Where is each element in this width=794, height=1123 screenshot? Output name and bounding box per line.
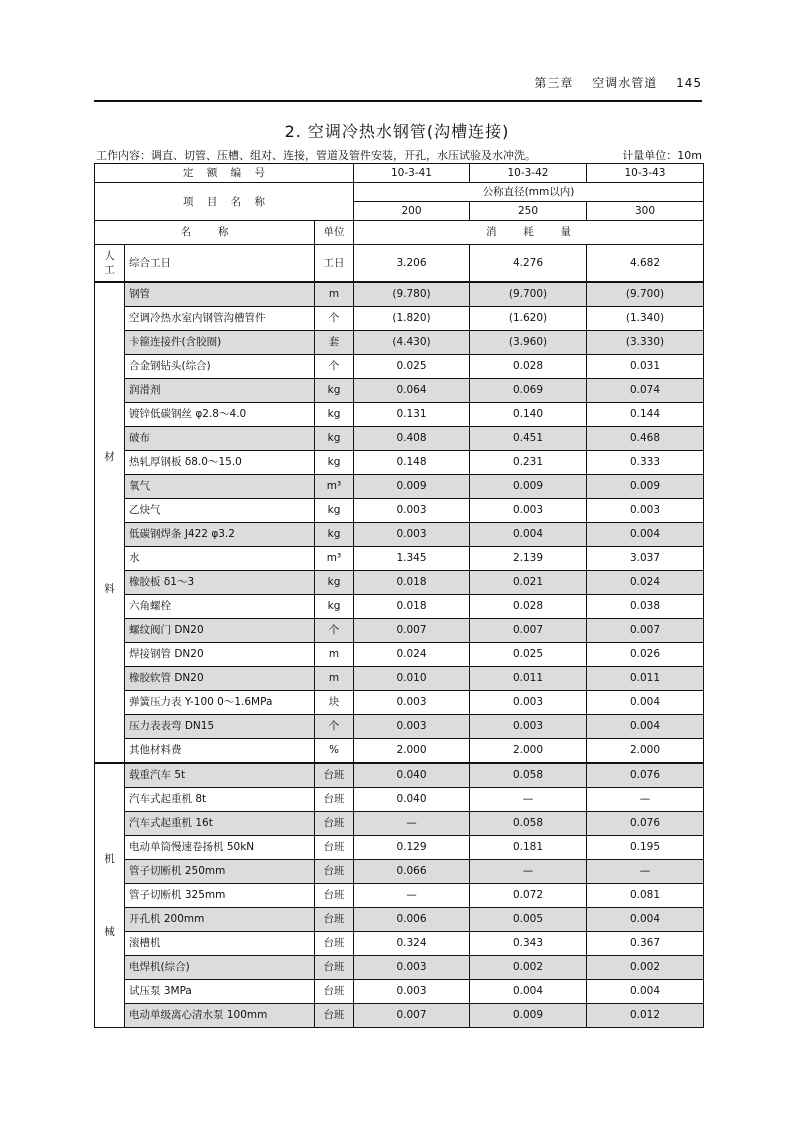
consumption-value: 0.005 — [470, 908, 587, 932]
consumption-value: 0.003 — [470, 691, 587, 715]
group-label-char: 械 — [104, 925, 115, 938]
resource-name: 氧气 — [125, 475, 315, 499]
resource-name: 橡胶板 δ1～3 — [125, 571, 315, 595]
name-column-header: 名 称 — [95, 221, 315, 245]
table-row — [95, 451, 704, 475]
resource-unit: 套 — [315, 331, 354, 355]
resource-unit: kg — [315, 499, 354, 523]
table-row — [95, 884, 704, 908]
consumption-value: 0.024 — [354, 643, 470, 667]
table-row — [95, 763, 704, 788]
resource-name: 水 — [125, 547, 315, 571]
consumption-value: 0.002 — [470, 956, 587, 980]
table-row — [95, 667, 704, 691]
quota-code-label: 定 额 编 号 — [95, 164, 354, 183]
work-content: 工作内容：调直、切管、压槽、组对、连接，管道及管件安装，开孔，水压试验及水冲洗。 — [96, 149, 536, 162]
resource-name: 其他材料费 — [125, 739, 315, 764]
resource-name: 管子切断机 250mm — [125, 860, 315, 884]
consumption-value: 0.003 — [470, 499, 587, 523]
resource-name: 橡胶软管 DN20 — [125, 667, 315, 691]
consumption-value: 0.076 — [587, 763, 704, 788]
consumption-value: 0.003 — [354, 691, 470, 715]
item-name-label: 项 目 名 称 — [95, 183, 354, 221]
consumption-value: 0.451 — [470, 427, 587, 451]
consumption-value: 0.040 — [354, 788, 470, 812]
consumption-value: 0.009 — [354, 475, 470, 499]
consumption-value: 0.012 — [587, 1004, 704, 1028]
table-row — [95, 715, 704, 739]
running-header — [520, 74, 702, 91]
consumption-value: 0.004 — [587, 715, 704, 739]
consumption-value: 0.002 — [587, 956, 704, 980]
resource-name: 润滑剂 — [125, 379, 315, 403]
resource-unit: kg — [315, 451, 354, 475]
consumption-value: 0.003 — [587, 499, 704, 523]
consumption-value: 0.003 — [354, 715, 470, 739]
table-row — [95, 355, 704, 379]
consumption-value: — — [470, 788, 587, 812]
consumption-value: 0.028 — [470, 355, 587, 379]
consumption-value: 0.003 — [354, 956, 470, 980]
resource-unit: 台班 — [315, 1004, 354, 1028]
resource-unit: 个 — [315, 715, 354, 739]
quota-table — [94, 163, 704, 1028]
consumption-value: 0.007 — [587, 619, 704, 643]
resource-unit: 台班 — [315, 956, 354, 980]
resource-unit: kg — [315, 427, 354, 451]
resource-unit: 块 — [315, 691, 354, 715]
table-row — [95, 499, 704, 523]
consumption-value: 0.010 — [354, 667, 470, 691]
consumption-value: 3.206 — [354, 245, 470, 283]
resource-name: 滚槽机 — [125, 932, 315, 956]
table-row — [95, 571, 704, 595]
consumption-value: (1.620) — [470, 307, 587, 331]
resource-name: 空调冷热水室内钢管沟槽管件 — [125, 307, 315, 331]
consumption-value: 0.003 — [354, 980, 470, 1004]
consumption-value: 0.007 — [354, 619, 470, 643]
consumption-value: (1.820) — [354, 307, 470, 331]
resource-unit: 台班 — [315, 836, 354, 860]
consumption-value: 0.468 — [587, 427, 704, 451]
table-row — [95, 980, 704, 1004]
resource-unit: kg — [315, 571, 354, 595]
resource-name: 综合工日 — [125, 245, 315, 283]
resource-name: 焊接钢管 DN20 — [125, 643, 315, 667]
consumption-value: 2.139 — [470, 547, 587, 571]
resource-unit: 台班 — [315, 884, 354, 908]
table-row — [95, 788, 704, 812]
consumption-value: 0.003 — [470, 715, 587, 739]
consumption-value: 0.024 — [587, 571, 704, 595]
consumption-value: 2.000 — [470, 739, 587, 764]
resource-unit: m³ — [315, 475, 354, 499]
resource-unit: m³ — [315, 547, 354, 571]
table-row — [95, 836, 704, 860]
resource-unit: m — [315, 643, 354, 667]
resource-name: 破布 — [125, 427, 315, 451]
resource-name: 电动单筒慢速卷扬机 50kN — [125, 836, 315, 860]
consumption-value: 0.129 — [354, 836, 470, 860]
resource-unit: m — [315, 667, 354, 691]
consumption-value: 0.009 — [587, 475, 704, 499]
consumption-value: 0.031 — [587, 355, 704, 379]
table-row — [95, 619, 704, 643]
table-row — [95, 307, 704, 331]
resource-name: 载重汽车 5t — [125, 763, 315, 788]
diameter-label-row — [95, 183, 704, 202]
consumption-value: 0.004 — [587, 691, 704, 715]
consumption-value: (1.340) — [587, 307, 704, 331]
consumption-value: 0.343 — [470, 932, 587, 956]
resource-unit: 台班 — [315, 812, 354, 836]
resource-name: 汽车式起重机 16t — [125, 812, 315, 836]
table-row — [95, 245, 704, 283]
consumption-value: (9.780) — [354, 282, 470, 307]
consumption-value: 0.181 — [470, 836, 587, 860]
consumption-value: 0.069 — [470, 379, 587, 403]
resource-name: 螺纹阀门 DN20 — [125, 619, 315, 643]
consumption-value: 0.004 — [470, 523, 587, 547]
table-row — [95, 908, 704, 932]
consumption-value: 0.081 — [587, 884, 704, 908]
table-row — [95, 1004, 704, 1028]
resource-unit: 工日 — [315, 245, 354, 283]
consumption-value: 0.040 — [354, 763, 470, 788]
resource-unit: 台班 — [315, 908, 354, 932]
resource-unit: 个 — [315, 355, 354, 379]
table-row — [95, 812, 704, 836]
resource-name: 电焊机(综合) — [125, 956, 315, 980]
group-label — [95, 245, 125, 283]
chapter-label: 第三章 — [534, 76, 574, 90]
consumption-value: 0.408 — [354, 427, 470, 451]
table-row — [95, 427, 704, 451]
consumption-value: 0.324 — [354, 932, 470, 956]
consumption-value: 2.000 — [354, 739, 470, 764]
resource-unit: % — [315, 739, 354, 764]
unit-column-header: 单位 — [315, 221, 354, 245]
consumption-value: 0.076 — [587, 812, 704, 836]
consumption-value: 0.004 — [587, 908, 704, 932]
consumption-value: 3.037 — [587, 547, 704, 571]
consumption-value: 0.066 — [354, 860, 470, 884]
table-row — [95, 691, 704, 715]
group-label-char: 人 — [104, 250, 115, 262]
table-row — [95, 860, 704, 884]
header-rule — [94, 100, 702, 102]
consumption-value: 0.009 — [470, 1004, 587, 1028]
group-label — [95, 763, 125, 1028]
consumption-value: 0.038 — [587, 595, 704, 619]
resource-name: 试压泵 3MPa — [125, 980, 315, 1004]
resource-name: 低碳钢焊条 J422 φ3.2 — [125, 523, 315, 547]
consumption-value: (4.430) — [354, 331, 470, 355]
consumption-value: 0.021 — [470, 571, 587, 595]
resource-unit: 台班 — [315, 980, 354, 1004]
consumption-value: (3.330) — [587, 331, 704, 355]
resource-unit: kg — [315, 379, 354, 403]
consumption-value: 0.058 — [470, 763, 587, 788]
resource-name: 开孔机 200mm — [125, 908, 315, 932]
consumption-value: (3.960) — [470, 331, 587, 355]
diameter-cell: 300 — [587, 202, 704, 221]
consumption-value: — — [470, 860, 587, 884]
resource-unit: 个 — [315, 619, 354, 643]
consumption-value: 0.131 — [354, 403, 470, 427]
consumption-value: 0.367 — [587, 932, 704, 956]
diameter-cell: 250 — [470, 202, 587, 221]
group-label-char: 工 — [104, 264, 115, 276]
table-row — [95, 282, 704, 307]
table-row — [95, 331, 704, 355]
resource-name: 热轧厚钢板 δ8.0～15.0 — [125, 451, 315, 475]
consumption-value: 2.000 — [587, 739, 704, 764]
consumption-value: 1.345 — [354, 547, 470, 571]
table-row — [95, 595, 704, 619]
consumption-value: (9.700) — [587, 282, 704, 307]
consumption-value: 0.144 — [587, 403, 704, 427]
consumption-value: 0.007 — [354, 1004, 470, 1028]
resource-unit: 台班 — [315, 788, 354, 812]
resource-unit: 台班 — [315, 860, 354, 884]
consumption-value: 0.006 — [354, 908, 470, 932]
resource-name: 六角螺栓 — [125, 595, 315, 619]
resource-name: 镀锌低碳钢丝 φ2.8～4.0 — [125, 403, 315, 427]
page-title: 2. 空调冷热水钢管(沟槽连接) — [284, 122, 510, 141]
consumption-value: 0.011 — [587, 667, 704, 691]
consumption-value: 0.025 — [354, 355, 470, 379]
resource-name: 卡箍连接件(含胶圈) — [125, 331, 315, 355]
measure-unit: 计量单位：10m — [622, 149, 702, 162]
consumption-value: 0.025 — [470, 643, 587, 667]
resource-name: 钢管 — [125, 282, 315, 307]
consumption-value: 0.028 — [470, 595, 587, 619]
table-row — [95, 403, 704, 427]
consumption-value: 0.004 — [587, 523, 704, 547]
diameter-cell: 200 — [354, 202, 470, 221]
code-cell: 10-3-43 — [587, 164, 704, 183]
resource-unit: 个 — [315, 307, 354, 331]
consumption-value: 0.333 — [587, 451, 704, 475]
resource-unit: 台班 — [315, 763, 354, 788]
table-row — [95, 523, 704, 547]
group-label — [95, 282, 125, 763]
consumption-value: 0.004 — [587, 980, 704, 1004]
quota-code-row — [95, 164, 704, 183]
table-row — [95, 932, 704, 956]
table-row — [95, 739, 704, 764]
resource-name: 管子切断机 325mm — [125, 884, 315, 908]
consumption-value: 0.058 — [470, 812, 587, 836]
resource-name: 电动单级离心清水泵 100mm — [125, 1004, 315, 1028]
diameter-label: 公称直径(mm以内) — [354, 183, 704, 202]
consumption-value: 0.018 — [354, 595, 470, 619]
consumption-value: — — [587, 788, 704, 812]
table-row — [95, 547, 704, 571]
resource-name: 汽车式起重机 8t — [125, 788, 315, 812]
resource-unit: m — [315, 282, 354, 307]
table-row — [95, 956, 704, 980]
consumption-value: 0.064 — [354, 379, 470, 403]
resource-name: 压力表表弯 DN15 — [125, 715, 315, 739]
consumption-value: 0.004 — [470, 980, 587, 1004]
consumption-value: (9.700) — [470, 282, 587, 307]
table-row — [95, 643, 704, 667]
consumption-value: — — [354, 812, 470, 836]
consumption-value: 0.026 — [587, 643, 704, 667]
consumption-value: 0.072 — [470, 884, 587, 908]
consumption-value: 0.195 — [587, 836, 704, 860]
consumption-value: — — [354, 884, 470, 908]
page-number: 145 — [676, 76, 702, 90]
group-label-char: 材 — [104, 450, 115, 463]
consumption-value: 0.003 — [354, 499, 470, 523]
group-label-char: 料 — [104, 582, 115, 595]
consumption-value: 4.276 — [470, 245, 587, 283]
consumption-value: 0.011 — [470, 667, 587, 691]
section-label: 空调水管道 — [592, 76, 658, 90]
resource-unit: 台班 — [315, 932, 354, 956]
resource-unit: kg — [315, 523, 354, 547]
group-label-char: 机 — [104, 853, 115, 866]
table-row — [95, 475, 704, 499]
resource-unit: kg — [315, 403, 354, 427]
code-cell: 10-3-42 — [470, 164, 587, 183]
consumption-value: — — [587, 860, 704, 884]
resource-name: 合金钢钻头(综合) — [125, 355, 315, 379]
resource-name: 乙炔气 — [125, 499, 315, 523]
consumption-value: 0.231 — [470, 451, 587, 475]
consumption-value: 0.148 — [354, 451, 470, 475]
column-header-row — [95, 221, 704, 245]
consumption-value: 0.018 — [354, 571, 470, 595]
consumption-header: 消 耗 量 — [354, 221, 704, 245]
code-cell: 10-3-41 — [354, 164, 470, 183]
resource-name: 弹簧压力表 Y-100 0～1.6MPa — [125, 691, 315, 715]
consumption-value: 0.140 — [470, 403, 587, 427]
consumption-value: 0.074 — [587, 379, 704, 403]
consumption-value: 4.682 — [587, 245, 704, 283]
consumption-value: 0.003 — [354, 523, 470, 547]
consumption-value: 0.007 — [470, 619, 587, 643]
table-row — [95, 379, 704, 403]
consumption-value: 0.009 — [470, 475, 587, 499]
resource-unit: kg — [315, 595, 354, 619]
